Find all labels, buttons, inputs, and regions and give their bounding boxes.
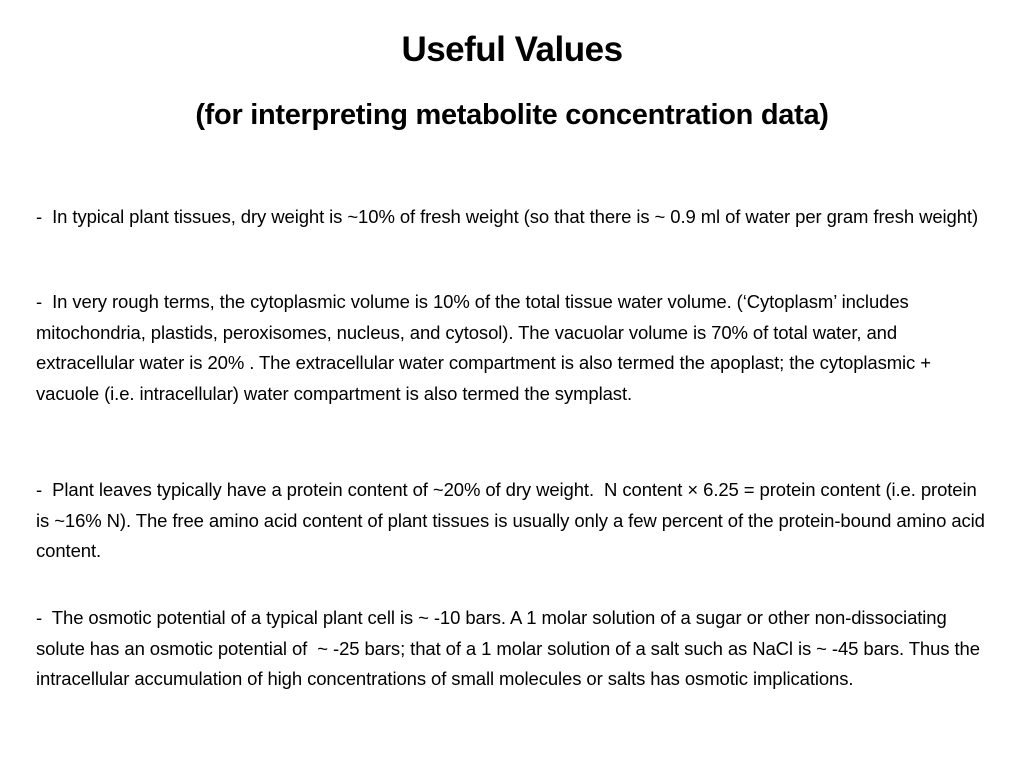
bullet-osmotic-potential: - The osmotic potential of a typical plant cell is ~ -10 bars. A 1 molar solution of a sugar or other non-dissociating solute has an osmotic potential of ~ -25 bars; that of a 1 molar solution of a salt such as NaCl is ~ -45 bars. Thus the intracellular accumulation of high concentrations of small molecules or salts has osmotic implications. (36, 607, 985, 689)
slide-title: Useful Values (401, 30, 623, 69)
bullet-dry-weight: - In typical plant tissues, dry weight is ~10% of fresh weight (so that there is ~ 0.9 ml of water per gram fresh weight) (36, 206, 979, 227)
bullet-cytoplasmic-volume: - In very rough terms, the cytoplasmic volume is 10% of the total tissue water volume. (‘Cytoplasm’ includes mitochondria, plastids, peroxisomes, nucleus, and cytosol). The vacuolar volume is 70% of total water, and extracellular water is 20% . The extracellular water compartment is also termed the apoplast; the cytoplasmic + vacuole (i.e. intracellular) water compartment is also termed the symplast. (36, 291, 936, 404)
slide-subtitle: (for interpreting metabolite concentration data) (195, 99, 829, 131)
bullet-protein-content: - Plant leaves typically have a protein content of ~20% of dry weight. N content × 6.25 = protein content (i.e. protein is ~16% N). The free amino acid content of plant tissues is usually only a few percent of the protein-bound amino acid content. (36, 479, 990, 561)
